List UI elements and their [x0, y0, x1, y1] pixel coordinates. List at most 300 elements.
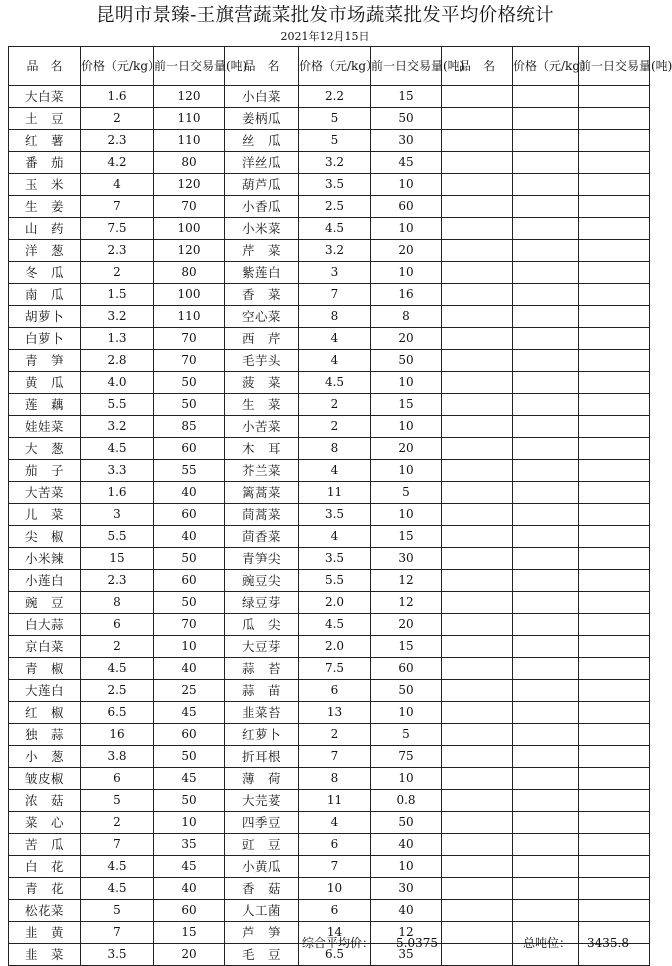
- empty-cell: [579, 526, 650, 548]
- item-volume: 10: [371, 504, 442, 526]
- table-row: [9, 636, 650, 658]
- item-price: 4.5: [81, 438, 154, 460]
- item-name: 香 菜: [225, 284, 299, 306]
- empty-cell: [513, 812, 579, 834]
- page-title: 昆明市景臻-王旗营蔬菜批发市场蔬菜批发平均价格统计: [96, 5, 554, 26]
- item-price: 7: [299, 856, 371, 878]
- item-price: 15: [81, 548, 154, 570]
- header-price: 价格（元/kg）: [299, 47, 371, 86]
- empty-cell: [442, 240, 513, 262]
- empty-cell: [442, 108, 513, 130]
- item-price: 6: [299, 834, 371, 856]
- report-date: 2021年12月15日: [280, 30, 370, 43]
- empty-cell: [513, 680, 579, 702]
- empty-cell: [442, 460, 513, 482]
- item-volume: 100: [154, 218, 225, 240]
- item-volume: 45: [371, 152, 442, 174]
- item-volume: 50: [154, 548, 225, 570]
- item-name: 小黄瓜: [225, 856, 299, 878]
- item-price: 2.2: [299, 86, 371, 108]
- item-volume: 60: [154, 724, 225, 746]
- item-volume: 50: [154, 592, 225, 614]
- item-name: 紫莲白: [225, 262, 299, 284]
- empty-cell: [579, 680, 650, 702]
- item-name: 独 蒜: [9, 724, 81, 746]
- item-volume: 10: [371, 768, 442, 790]
- empty-cell: [579, 416, 650, 438]
- table-row: [9, 130, 650, 152]
- header-price: 价格（元/kg）: [513, 47, 579, 86]
- empty-cell: [579, 372, 650, 394]
- item-name: 大白菜: [9, 86, 81, 108]
- item-name: 葫芦瓜: [225, 174, 299, 196]
- empty-cell: [442, 768, 513, 790]
- item-volume: 40: [154, 526, 225, 548]
- empty-cell: [579, 570, 650, 592]
- item-volume: 20: [371, 240, 442, 262]
- item-volume: 10: [371, 372, 442, 394]
- empty-cell: [579, 702, 650, 724]
- item-name: 瓜 尖: [225, 614, 299, 636]
- item-volume: 5: [371, 482, 442, 504]
- item-name: 芥兰菜: [225, 460, 299, 482]
- empty-cell: [442, 350, 513, 372]
- header-row: [9, 47, 650, 86]
- item-price: 7.5: [299, 658, 371, 680]
- item-name: 洋丝瓜: [225, 152, 299, 174]
- table-row: [9, 526, 650, 548]
- item-volume: 50: [154, 394, 225, 416]
- table-row: [9, 724, 650, 746]
- empty-cell: [442, 130, 513, 152]
- item-name: 小苦菜: [225, 416, 299, 438]
- empty-cell: [442, 504, 513, 526]
- item-volume: 10: [371, 218, 442, 240]
- empty-cell: [579, 504, 650, 526]
- table-row: [9, 482, 650, 504]
- header-name: 品 名: [442, 47, 513, 86]
- empty-cell: [442, 812, 513, 834]
- item-price: 5.5: [299, 570, 371, 592]
- empty-cell: [513, 416, 579, 438]
- item-price: 2: [299, 416, 371, 438]
- item-price: 5.5: [81, 394, 154, 416]
- item-name: 木 耳: [225, 438, 299, 460]
- item-volume: 110: [154, 108, 225, 130]
- item-volume: 110: [154, 130, 225, 152]
- item-volume: 20: [154, 944, 225, 966]
- item-name: 篱蒿菜: [225, 482, 299, 504]
- empty-cell: [513, 130, 579, 152]
- item-volume: 15: [371, 636, 442, 658]
- item-price: 6.5: [81, 702, 154, 724]
- empty-cell: [442, 834, 513, 856]
- item-price: 3: [299, 262, 371, 284]
- item-name: 白大蒜: [9, 614, 81, 636]
- item-price: 1.5: [81, 284, 154, 306]
- item-volume: 30: [371, 878, 442, 900]
- table-row: [9, 504, 650, 526]
- empty-cell: [513, 460, 579, 482]
- item-name: 红 薯: [9, 130, 81, 152]
- item-name: 人工菌: [225, 900, 299, 922]
- item-name: 青 花: [9, 878, 81, 900]
- empty-cell: [579, 174, 650, 196]
- empty-cell: [513, 86, 579, 108]
- item-price: 2.3: [81, 240, 154, 262]
- item-volume: 85: [154, 416, 225, 438]
- empty-cell: [513, 746, 579, 768]
- empty-cell: [513, 438, 579, 460]
- table-row: [9, 768, 650, 790]
- empty-cell: [579, 306, 650, 328]
- empty-cell: [442, 416, 513, 438]
- item-name: 尖 椒: [9, 526, 81, 548]
- empty-cell: [579, 878, 650, 900]
- empty-cell: [579, 350, 650, 372]
- price-table: [8, 46, 672, 966]
- empty-cell: [442, 724, 513, 746]
- empty-cell: [513, 394, 579, 416]
- empty-cell: [442, 702, 513, 724]
- empty-cell: [579, 482, 650, 504]
- empty-cell: [442, 658, 513, 680]
- item-price: 4.5: [299, 372, 371, 394]
- item-name: 白 花: [9, 856, 81, 878]
- item-volume: 15: [371, 86, 442, 108]
- empty-cell: [442, 636, 513, 658]
- empty-cell: [579, 218, 650, 240]
- empty-cell: [579, 592, 650, 614]
- item-price: 4: [299, 328, 371, 350]
- item-volume: 20: [371, 614, 442, 636]
- item-price: 6: [299, 900, 371, 922]
- empty-cell: [442, 548, 513, 570]
- item-volume: 30: [371, 130, 442, 152]
- item-price: 4.5: [81, 856, 154, 878]
- empty-cell: [513, 592, 579, 614]
- item-name: 山 药: [9, 218, 81, 240]
- item-price: 4: [299, 460, 371, 482]
- item-price: 4.5: [81, 658, 154, 680]
- empty-cell: [579, 86, 650, 108]
- empty-cell: [579, 856, 650, 878]
- item-price: 3.8: [81, 746, 154, 768]
- item-price: 8: [81, 592, 154, 614]
- empty-cell: [513, 350, 579, 372]
- table-row: [9, 900, 650, 922]
- empty-cell: [513, 900, 579, 922]
- table-row: [9, 746, 650, 768]
- empty-cell: [513, 174, 579, 196]
- item-volume: 20: [371, 438, 442, 460]
- item-name: 茼蒿菜: [225, 504, 299, 526]
- table-row: [9, 196, 650, 218]
- empty-cell: [513, 240, 579, 262]
- empty-cell: [513, 328, 579, 350]
- item-volume: 70: [154, 350, 225, 372]
- table-row: [9, 548, 650, 570]
- item-volume: 40: [154, 878, 225, 900]
- item-price: 6: [81, 614, 154, 636]
- item-volume: 10: [154, 636, 225, 658]
- empty-cell: [579, 812, 650, 834]
- empty-cell: [579, 394, 650, 416]
- item-price: 8: [299, 438, 371, 460]
- empty-cell: [579, 746, 650, 768]
- item-name: 茴香菜: [225, 526, 299, 548]
- table-row: [9, 680, 650, 702]
- item-name: 京白菜: [9, 636, 81, 658]
- empty-cell: [442, 746, 513, 768]
- table-row: [9, 702, 650, 724]
- empty-cell: [513, 526, 579, 548]
- table-row: [9, 306, 650, 328]
- item-volume: 50: [371, 812, 442, 834]
- item-price: 3.3: [81, 460, 154, 482]
- item-name: 大 葱: [9, 438, 81, 460]
- item-volume: 12: [371, 570, 442, 592]
- empty-cell: [579, 790, 650, 812]
- item-price: 7: [81, 834, 154, 856]
- item-name: 芦 笋: [225, 922, 299, 944]
- empty-cell: [579, 240, 650, 262]
- item-volume: 35: [154, 834, 225, 856]
- table-row: [9, 372, 650, 394]
- empty-cell: [513, 658, 579, 680]
- item-price: 2.5: [299, 196, 371, 218]
- table-row: [9, 350, 650, 372]
- total-tonnage-value: 3435.8: [587, 936, 629, 950]
- table-row: [9, 416, 650, 438]
- empty-cell: [513, 284, 579, 306]
- item-price: 5: [299, 130, 371, 152]
- item-volume: 70: [154, 614, 225, 636]
- item-price: 5.5: [81, 526, 154, 548]
- item-name: 菜 心: [9, 812, 81, 834]
- table-row: [9, 592, 650, 614]
- table-row: [9, 878, 650, 900]
- item-volume: 8: [371, 306, 442, 328]
- empty-cell: [513, 768, 579, 790]
- empty-cell: [513, 196, 579, 218]
- item-price: 16: [81, 724, 154, 746]
- item-price: 2: [299, 724, 371, 746]
- item-name: 姜柄瓜: [225, 108, 299, 130]
- item-volume: 75: [371, 746, 442, 768]
- item-volume: 10: [371, 460, 442, 482]
- item-volume: 15: [371, 394, 442, 416]
- item-name: 大莲白: [9, 680, 81, 702]
- empty-cell: [513, 108, 579, 130]
- item-price: 3.2: [299, 240, 371, 262]
- item-price: 4.2: [81, 152, 154, 174]
- table-row: [9, 438, 650, 460]
- item-price: 7: [81, 922, 154, 944]
- item-volume: 70: [154, 328, 225, 350]
- empty-cell: [513, 548, 579, 570]
- item-volume: 60: [371, 658, 442, 680]
- item-price: 3.5: [81, 944, 154, 966]
- item-price: 2.8: [81, 350, 154, 372]
- item-name: 大苦菜: [9, 482, 81, 504]
- item-price: 2.0: [299, 592, 371, 614]
- item-volume: 15: [371, 526, 442, 548]
- item-name: 薄 荷: [225, 768, 299, 790]
- item-volume: 10: [371, 856, 442, 878]
- item-price: 5: [81, 900, 154, 922]
- item-name: 空心菜: [225, 306, 299, 328]
- item-price: 5: [81, 790, 154, 812]
- item-price: 1.6: [81, 86, 154, 108]
- empty-cell: [442, 680, 513, 702]
- header-price: 价格（元/kg）: [81, 47, 154, 86]
- empty-cell: [579, 108, 650, 130]
- item-volume: 45: [154, 856, 225, 878]
- item-volume: 10: [154, 812, 225, 834]
- item-name: 苦 瓜: [9, 834, 81, 856]
- empty-cell: [579, 328, 650, 350]
- empty-cell: [579, 548, 650, 570]
- item-volume: 60: [154, 570, 225, 592]
- item-price: 4.0: [81, 372, 154, 394]
- item-name: 芹 菜: [225, 240, 299, 262]
- empty-cell: [513, 702, 579, 724]
- empty-cell: [442, 900, 513, 922]
- empty-cell: [442, 218, 513, 240]
- empty-cell: [579, 152, 650, 174]
- item-name: 小莲白: [9, 570, 81, 592]
- table-row: [9, 460, 650, 482]
- item-name: 小 葱: [9, 746, 81, 768]
- item-name: 小白菜: [225, 86, 299, 108]
- item-volume: 30: [371, 548, 442, 570]
- item-name: 小米辣: [9, 548, 81, 570]
- table-row: [9, 856, 650, 878]
- empty-cell: [442, 328, 513, 350]
- table-row: [9, 614, 650, 636]
- item-volume: 55: [154, 460, 225, 482]
- item-price: 4.5: [299, 614, 371, 636]
- item-volume: 120: [154, 86, 225, 108]
- item-price: 4: [81, 174, 154, 196]
- item-price: 6: [299, 680, 371, 702]
- item-name: 玉 米: [9, 174, 81, 196]
- empty-cell: [579, 196, 650, 218]
- item-price: 10: [299, 878, 371, 900]
- item-name: 四季豆: [225, 812, 299, 834]
- empty-cell: [579, 834, 650, 856]
- empty-cell: [513, 218, 579, 240]
- empty-cell: [442, 372, 513, 394]
- item-volume: 60: [154, 504, 225, 526]
- item-volume: 10: [371, 416, 442, 438]
- table-row: [9, 152, 650, 174]
- item-price: 2.0: [299, 636, 371, 658]
- item-name: 皱皮椒: [9, 768, 81, 790]
- item-name: 豌 豆: [9, 592, 81, 614]
- item-price: 3.5: [299, 504, 371, 526]
- empty-cell: [579, 460, 650, 482]
- empty-cell: [513, 262, 579, 284]
- empty-cell: [442, 570, 513, 592]
- empty-cell: [579, 438, 650, 460]
- empty-cell: [442, 944, 513, 966]
- empty-cell: [442, 152, 513, 174]
- item-name: 土 豆: [9, 108, 81, 130]
- empty-cell: [579, 130, 650, 152]
- item-name: 折耳根: [225, 746, 299, 768]
- item-name: 洋 葱: [9, 240, 81, 262]
- item-volume: 50: [154, 372, 225, 394]
- item-volume: 20: [371, 328, 442, 350]
- item-volume: 16: [371, 284, 442, 306]
- table-row: [9, 570, 650, 592]
- item-volume: 45: [154, 768, 225, 790]
- empty-cell: [513, 482, 579, 504]
- item-name: 丝 瓜: [225, 130, 299, 152]
- item-price: 11: [299, 790, 371, 812]
- item-price: 2.3: [81, 570, 154, 592]
- header-volume: 前一日交易量(吨): [371, 47, 442, 86]
- item-price: 2.5: [81, 680, 154, 702]
- item-price: 4: [299, 812, 371, 834]
- item-name: 南 瓜: [9, 284, 81, 306]
- empty-cell: [442, 856, 513, 878]
- empty-cell: [442, 922, 513, 944]
- empty-cell: [442, 592, 513, 614]
- item-name: 黄 瓜: [9, 372, 81, 394]
- empty-cell: [579, 658, 650, 680]
- item-name: 西 芹: [225, 328, 299, 350]
- item-name: 小香瓜: [225, 196, 299, 218]
- item-volume: 10: [371, 262, 442, 284]
- item-price: 7: [299, 284, 371, 306]
- item-name: 胡萝卜: [9, 306, 81, 328]
- item-name: 冬 瓜: [9, 262, 81, 284]
- item-volume: 70: [154, 196, 225, 218]
- item-name: 毛 豆: [225, 944, 299, 966]
- item-price: 2: [81, 812, 154, 834]
- item-name: 莲 藕: [9, 394, 81, 416]
- total-tonnage-label: 总吨位：: [523, 936, 572, 950]
- table-row: [9, 658, 650, 680]
- header-volume: 前一日交易量(吨): [154, 47, 225, 86]
- header-name: 品 名: [225, 47, 299, 86]
- item-price: 2: [299, 394, 371, 416]
- empty-cell: [579, 768, 650, 790]
- item-price: 7: [299, 746, 371, 768]
- item-name: 青 椒: [9, 658, 81, 680]
- item-price: 2.3: [81, 130, 154, 152]
- average-price-label: 综合平均价：: [302, 936, 375, 950]
- table-row: [9, 812, 650, 834]
- empty-cell: [579, 900, 650, 922]
- item-name: 青笋尖: [225, 548, 299, 570]
- table-row: [9, 174, 650, 196]
- empty-cell: [442, 438, 513, 460]
- item-name: 浓 菇: [9, 790, 81, 812]
- item-volume: 40: [371, 900, 442, 922]
- header-volume: 前一日交易量(吨): [579, 47, 650, 86]
- item-name: 大豆芽: [225, 636, 299, 658]
- item-volume: 25: [154, 680, 225, 702]
- empty-cell: [442, 878, 513, 900]
- item-volume: 10: [371, 702, 442, 724]
- table-row: [9, 86, 650, 108]
- empty-cell: [513, 790, 579, 812]
- empty-cell: [579, 284, 650, 306]
